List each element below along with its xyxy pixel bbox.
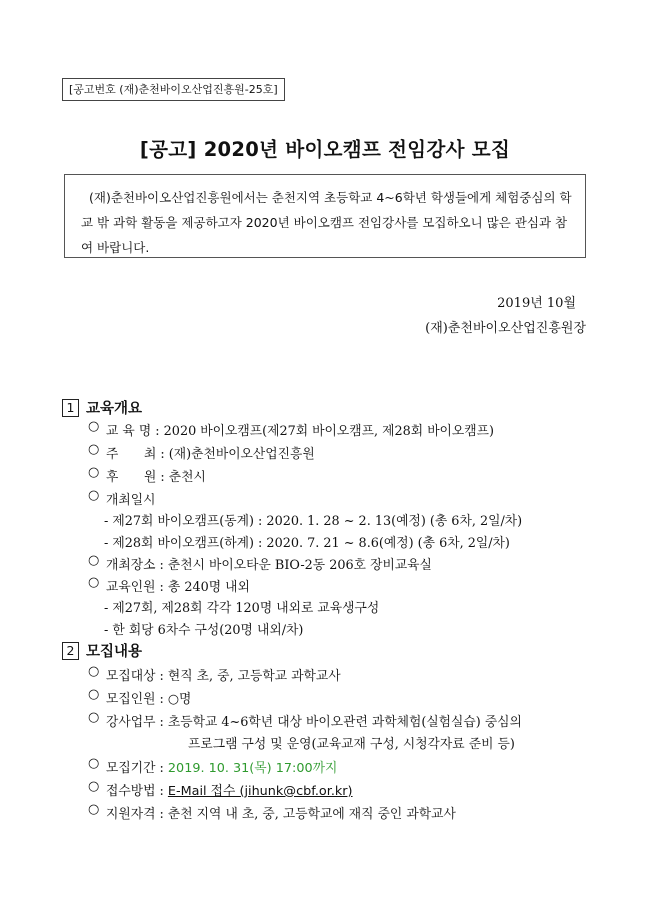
item-capacity-detail-1: - 제27회, 제28회 각각 120명 내외로 교육생구성 [104, 601, 380, 616]
item-schedule-summer: - 제28회 바이오캠프(하계) : 2020. 7. 21 ~ 8.6(예정) (총 6차, 2일/차) [104, 536, 510, 551]
item-course-name: 교 육 명 : 2020 바이오캠프(제27회 바이오캠프, 제28회 바이오캠프) [106, 424, 494, 439]
item-capacity: 교육인원 : 총 240명 내외 [106, 580, 250, 595]
notice-date: 2019년 10월 [497, 296, 576, 311]
item-venue: 개최장소 : 춘천시 바이오타운 BIO-2동 206호 장비교육실 [106, 558, 432, 573]
item-headcount: 모집인원 : ○명 [106, 692, 192, 707]
item-period-deadline: 2019. 10. 31(목) 17:00까지 [167, 761, 338, 776]
bullet-circle: ○ [88, 442, 100, 457]
intro-box [64, 174, 586, 258]
item-schedule-label: 개최일시 [106, 493, 156, 508]
section-heading-education-overview [62, 397, 142, 418]
item-period [106, 757, 337, 776]
section-number-box: 2 [62, 642, 79, 660]
section-number-box: 1 [62, 399, 79, 417]
item-application-label: 접수방법 : [106, 784, 168, 799]
issuing-organization: (재)춘천바이오산업진흥원장 [425, 321, 586, 336]
item-capacity-detail-2: - 한 회당 6차수 구성(20명 내외/차) [104, 623, 304, 638]
item-application-method [106, 780, 353, 799]
item-host: 주 최 : (재)춘천바이오산업진흥원 [106, 447, 315, 462]
bullet-circle: ○ [88, 687, 100, 702]
item-eligibility: 지원자격 : 춘천 지역 내 초, 중, 고등학교에 재직 중인 과학교사 [106, 807, 456, 822]
section-title: 모집내용 [86, 644, 143, 660]
bullet-circle: ○ [88, 553, 100, 568]
bullet-circle: ○ [88, 419, 100, 434]
bullet-circle: ○ [88, 575, 100, 590]
bullet-circle: ○ [88, 756, 100, 771]
item-sponsor: 후 원 : 춘천시 [106, 470, 206, 485]
section-heading-recruitment [62, 640, 142, 661]
item-schedule-winter: - 제27회 바이오캠프(동계) : 2020. 1. 28 ~ 2. 13(예정) (총 6차, 2일/차) [104, 514, 523, 529]
application-email-link[interactable]: E-Mail 접수 (jihunk@cbf.or.kr) [167, 784, 353, 799]
notice-number: [공고번호 (재)춘천바이오산업진흥원-25호] [62, 78, 285, 101]
item-target: 모집대상 : 현직 초, 중, 고등학교 과학교사 [106, 669, 341, 684]
page-title: [공고] 2020년 바이오캠프 전임강사 모집 [139, 138, 511, 161]
section-title: 교육개요 [86, 401, 143, 417]
bullet-circle: ○ [88, 465, 100, 480]
intro-text: (재)춘천바이오산업진흥원에서는 춘천지역 초등학교 4~6학년 학생들에게 체험중심의 학교 밖 과학 활동을 제공하고자 2020년 바이오캠프 전임강사를 모집하오니 많은 관심과 참여 바랍니다. [81, 190, 572, 255]
bullet-circle: ○ [88, 779, 100, 794]
item-duties: 강사업무 : 초등학교 4~6학년 대상 바이오관련 과학체험(실험실습) 중심의 [106, 715, 522, 730]
bullet-circle: ○ [88, 710, 100, 725]
bullet-circle: ○ [88, 488, 100, 503]
bullet-circle: ○ [88, 664, 100, 679]
item-period-label: 모집기간 : [106, 761, 168, 776]
item-duties-continued: 프로그램 구성 및 운영(교육교재 구성, 시청각자료 준비 등) [188, 737, 515, 752]
bullet-circle: ○ [88, 802, 100, 817]
